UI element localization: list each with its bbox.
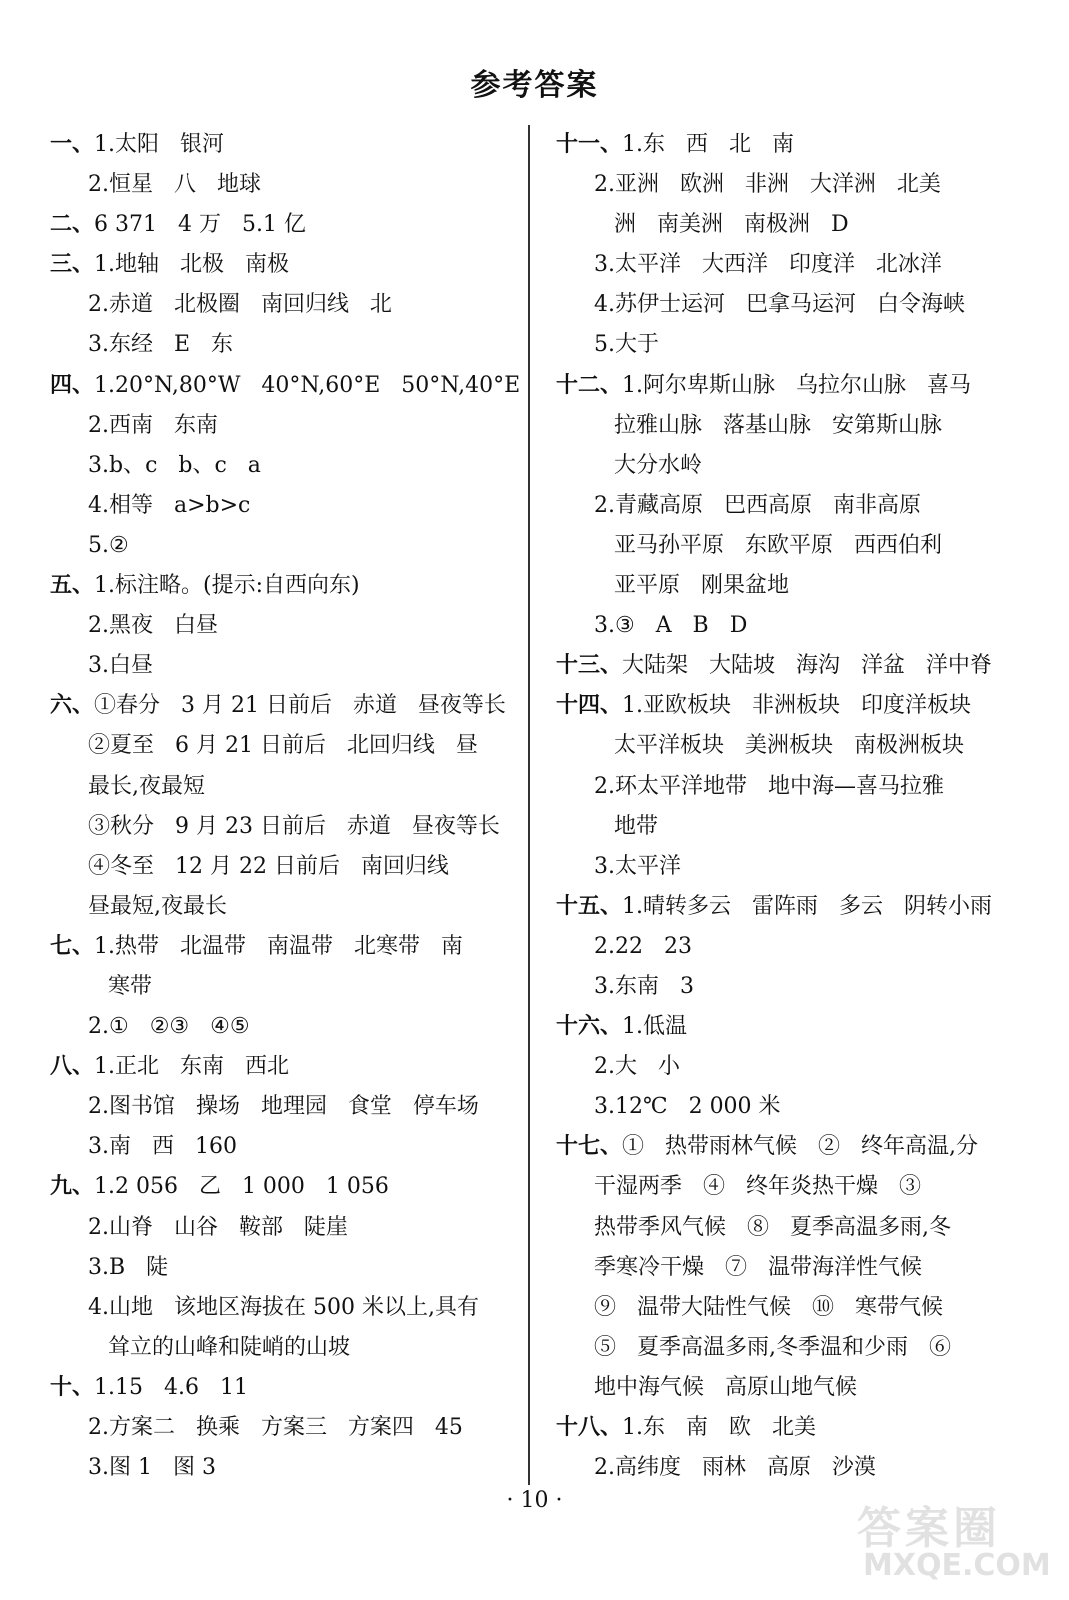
- answer-text: ① 热带雨林气候 ② 终年高温,分: [622, 1134, 978, 1160]
- answer-line: [556, 1368, 1026, 1408]
- answer-text: 干湿两季 ④ 终年炎热干燥 ③: [594, 1174, 921, 1200]
- answer-text: 2.① ②③ ④⑤: [88, 1014, 250, 1040]
- answer-line: [556, 1408, 1026, 1448]
- answer-line: [556, 1448, 1026, 1488]
- answer-line: [50, 1248, 520, 1288]
- section-number: 十八、: [556, 1415, 623, 1440]
- answer-line: [556, 165, 1026, 205]
- answer-text: 2.大 小: [594, 1054, 680, 1080]
- answer-text: 4.相等 a>b>c: [88, 492, 251, 518]
- answer-text: 2.山脊 山谷 鞍部 陡崖: [88, 1214, 348, 1240]
- answer-line: [50, 486, 520, 526]
- answer-text: 大分水岭: [614, 452, 703, 478]
- answer-line: [50, 285, 520, 325]
- answer-text: 1.东 西 北 南: [622, 132, 794, 157]
- answer-text: 季寒冷干燥 ⑦ 温带海洋性气候: [594, 1254, 922, 1280]
- answer-line: [556, 1007, 1026, 1047]
- answer-text: 1.地轴 北极 南极: [94, 252, 289, 278]
- answer-text: 亚马孙平原 东欧平原 西西伯利: [614, 532, 942, 558]
- answer-line: [556, 927, 1026, 967]
- answer-text: 2.图书馆 操场 地理园 食堂 停车场: [88, 1094, 479, 1120]
- answer-text: ⑤ 夏季高温多雨,冬季温和少雨 ⑥: [594, 1334, 951, 1360]
- answer-line: [50, 726, 520, 766]
- answer-line: [556, 1047, 1026, 1087]
- answer-text: 地中海气候 高原山地气候: [594, 1374, 857, 1400]
- answer-line: [50, 1408, 520, 1448]
- answer-line: [556, 285, 1026, 325]
- watermark-url: MXQE.COM: [863, 1548, 1051, 1583]
- answer-line: [556, 1288, 1026, 1328]
- section-number: 十六、: [556, 1014, 623, 1040]
- answer-text: 1.低温: [622, 1014, 688, 1040]
- answer-text: 昼最短,夜最长: [88, 893, 227, 919]
- answer-line: [556, 205, 1026, 245]
- section-number: 四、: [50, 372, 95, 398]
- answer-line: [50, 1328, 520, 1368]
- section-number: 九、: [50, 1174, 95, 1200]
- answer-text: 4.山地 该地区海拔在 500 米以上,具有: [88, 1294, 479, 1320]
- answer-line: [50, 646, 520, 686]
- answer-text: 3.白昼: [88, 653, 153, 679]
- section-number: 十一、: [556, 132, 623, 157]
- answer-text: 地带: [614, 813, 659, 839]
- section-number: 二、: [50, 212, 95, 238]
- answer-text: 太平洋板块 美洲板块 南极洲板块: [614, 733, 964, 759]
- section-number: 三、: [50, 252, 95, 278]
- answer-line: [50, 606, 520, 646]
- answer-text: 2.恒星 八 地球: [88, 172, 261, 198]
- answer-line: [50, 245, 520, 285]
- answer-text: 2.亚洲 欧洲 非洲 大洋洲 北美: [594, 172, 941, 198]
- answer-text: 寒带: [108, 973, 153, 999]
- section-number: 十、: [50, 1374, 95, 1400]
- answer-line: [556, 1248, 1026, 1288]
- answer-text: 2.22 23: [594, 933, 692, 959]
- page-title: 参考答案: [470, 68, 599, 103]
- answer-line: [50, 887, 520, 927]
- answer-line: [556, 646, 1026, 686]
- answer-line: [556, 486, 1026, 526]
- answer-text: 1.正北 东南 西北: [94, 1054, 289, 1080]
- answer-text: 2.黑夜 白昼: [88, 613, 218, 639]
- answer-text: 3.③ A B D: [594, 613, 748, 639]
- answer-text: 1.15 4.6 11: [94, 1374, 248, 1400]
- answer-text: 3.东南 3: [594, 973, 694, 999]
- section-number: 七、: [50, 933, 95, 959]
- answer-line: [556, 686, 1026, 726]
- column-divider: [528, 125, 530, 1485]
- section-number: 十五、: [556, 893, 623, 919]
- answer-line: [556, 967, 1026, 1007]
- answer-text: 1.热带 北温带 南温带 北寒带 南: [94, 933, 463, 959]
- answer-text: 3.太平洋 大西洋 印度洋 北冰洋: [594, 252, 942, 278]
- answer-text: 2.西南 东南: [88, 412, 218, 438]
- section-number: 一、: [50, 132, 95, 157]
- answer-line: [556, 1127, 1026, 1167]
- right-column: [556, 125, 1026, 1488]
- answer-line: [50, 927, 520, 967]
- answer-line: [50, 1448, 520, 1488]
- answer-line: [50, 526, 520, 566]
- answer-line: [50, 566, 520, 606]
- answer-line: [556, 726, 1026, 766]
- answer-line: [50, 807, 520, 847]
- answer-text: 热带季风气候 ⑧ 夏季高温多雨,冬: [594, 1214, 951, 1240]
- answer-line: [556, 446, 1026, 486]
- answer-line: [556, 1328, 1026, 1368]
- left-column: [50, 125, 520, 1488]
- answer-text: 拉雅山脉 落基山脉 安第斯山脉: [614, 412, 942, 438]
- section-number: 十四、: [556, 693, 623, 719]
- answer-text: 2.高纬度 雨林 高原 沙漠: [594, 1455, 876, 1481]
- answer-text: 2.环太平洋地带 地中海—喜马拉雅: [594, 773, 944, 799]
- answer-line: [50, 125, 520, 165]
- answer-text: 3.图 1 图 3: [88, 1455, 216, 1481]
- answer-line: [556, 325, 1026, 365]
- section-number: 十二、: [556, 372, 623, 398]
- answer-line: [50, 366, 520, 406]
- answer-line: [556, 1167, 1026, 1207]
- answer-text: 1.东 南 欧 北美: [622, 1415, 816, 1440]
- answer-text: 4.苏伊士运河 巴拿马运河 白令海峡: [594, 292, 965, 318]
- answer-line: [50, 1208, 520, 1248]
- answer-line: [556, 1087, 1026, 1127]
- answer-text: 1.20°N,80°W 40°N,60°E 50°N,40°E: [94, 372, 521, 398]
- answer-line: [556, 406, 1026, 446]
- answer-line: [50, 325, 520, 365]
- answer-text: 5.②: [88, 532, 129, 558]
- section-number: 十三、: [556, 653, 623, 679]
- answer-line: [50, 205, 520, 245]
- answer-text: 最长,夜最短: [88, 773, 205, 799]
- answer-text: ①春分 3 月 21 日前后 赤道 昼夜等长: [94, 693, 506, 719]
- answer-line: [50, 847, 520, 887]
- answer-line: [556, 125, 1026, 165]
- answer-line: [556, 887, 1026, 927]
- answer-text: 3.12℃ 2 000 米: [594, 1094, 781, 1120]
- answer-line: [50, 1127, 520, 1167]
- answer-text: 6 371 4 万 5.1 亿: [94, 212, 306, 238]
- answer-text: 3.b、c b、c a: [88, 452, 261, 478]
- section-number: 八、: [50, 1054, 95, 1080]
- answer-line: [556, 366, 1026, 406]
- answer-line: [50, 446, 520, 486]
- answer-line: [50, 1087, 520, 1127]
- answer-text: 3.B 陡: [88, 1254, 169, 1280]
- answer-line: [50, 767, 520, 807]
- answer-text: 2.赤道 北极圈 南回归线 北: [88, 292, 392, 318]
- answer-text: 亚平原 刚果盆地: [614, 573, 789, 599]
- answer-line: [50, 1368, 520, 1408]
- section-number: 十七、: [556, 1134, 623, 1160]
- answer-line: [556, 1208, 1026, 1248]
- answer-text: ②夏至 6 月 21 日前后 北回归线 昼: [88, 733, 478, 759]
- answer-line: [556, 566, 1026, 606]
- answer-text: 洲 南美洲 南极洲 D: [614, 212, 849, 238]
- answer-line: [50, 165, 520, 205]
- section-number: 六、: [50, 693, 95, 719]
- answer-text: 2.青藏高原 巴西高原 南非高原: [594, 492, 921, 518]
- answer-line: [50, 686, 520, 726]
- section-number: 五、: [50, 573, 95, 599]
- answer-line: [50, 406, 520, 446]
- answer-line: [50, 967, 520, 1007]
- answer-text: ③秋分 9 月 23 日前后 赤道 昼夜等长: [88, 813, 500, 839]
- answer-text: 1.亚欧板块 非洲板块 印度洋板块: [622, 693, 971, 719]
- answer-text: 3.太平洋: [594, 853, 681, 879]
- answer-text: 3.东经 E 东: [88, 332, 234, 358]
- answer-line: [556, 245, 1026, 285]
- answer-line: [556, 807, 1026, 847]
- answer-text: 耸立的山峰和陡峭的山坡: [108, 1334, 351, 1360]
- answer-text: ⑨ 温带大陆性气候 ⑩ 寒带气候: [594, 1294, 943, 1320]
- page-number: · 10 ·: [506, 1488, 563, 1513]
- answer-text: 1.太阳 银河: [94, 132, 224, 157]
- answer-line: [556, 847, 1026, 887]
- watermark-logo: [857, 1492, 1057, 1592]
- answer-line: [50, 1007, 520, 1047]
- answer-text: 5.大于: [594, 332, 659, 358]
- answer-text: 2.方案二 换乘 方案三 方案四 45: [88, 1415, 463, 1440]
- answer-line: [556, 767, 1026, 807]
- answer-text: 1.标注略。(提示:自西向东): [94, 573, 360, 599]
- answer-text: 1.阿尔卑斯山脉 乌拉尔山脉 喜马: [622, 372, 971, 398]
- answer-text: 1.晴转多云 雷阵雨 多云 阴转小雨: [622, 893, 992, 919]
- watermark-text: 答案圈: [857, 1503, 1001, 1554]
- answer-text: 大陆架 大陆坡 海沟 洋盆 洋中脊: [622, 653, 992, 679]
- answer-line: [50, 1288, 520, 1328]
- answer-line: [50, 1167, 520, 1207]
- answer-text: 1.2 056 乙 1 000 1 056: [94, 1174, 389, 1200]
- answer-line: [50, 1047, 520, 1087]
- answer-line: [556, 526, 1026, 566]
- answer-line: [556, 606, 1026, 646]
- answer-text: 3.南 西 160: [88, 1134, 237, 1160]
- answer-text: ④冬至 12 月 22 日前后 南回归线: [88, 853, 449, 879]
